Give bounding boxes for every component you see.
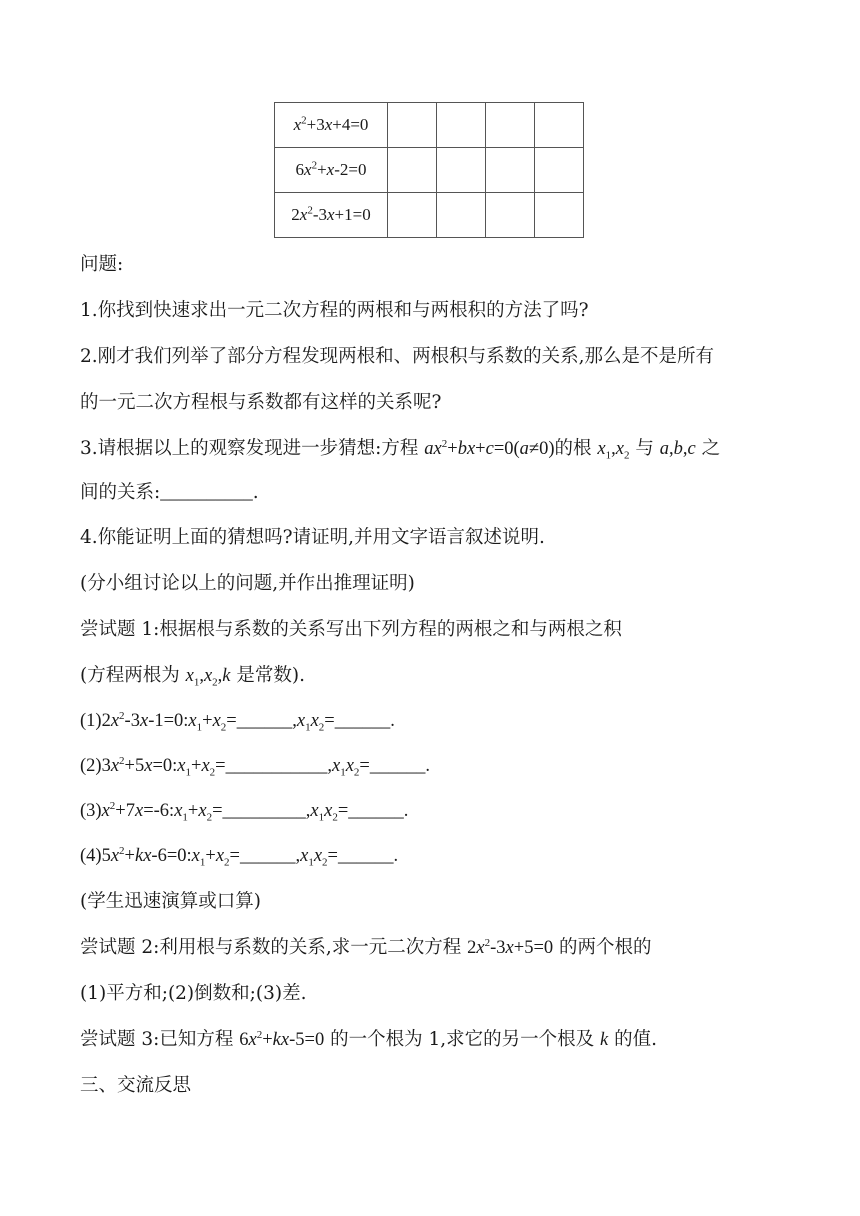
table-cell-blank (388, 148, 437, 193)
answer-blank: _________ (222, 801, 306, 821)
answer-blank: ______ (348, 801, 404, 821)
table-cell-equation: $6x^2+x-2=0$ (275, 148, 388, 193)
question-4: 4.你能证明上面的猜想吗?请证明,并用文字语言叙述说明. (80, 527, 545, 548)
try-problem-3-mid: 的一个根为 1,求它的另一个根及 (324, 1029, 601, 1050)
question-3-suffix: 之 (695, 438, 721, 459)
try-problem-1-title: 尝试题 1:根据根与系数的关系写出下列方程的两根之和与两根之积 (80, 619, 622, 640)
roots-symbols: $x_1,x_2$ (597, 439, 630, 462)
question-2-line-2: 的一元二次方程根与系数都有这样的关系呢? (80, 392, 442, 413)
group-discussion-note: (分小组讨论以上的问题,并作出推理证明) (80, 573, 415, 594)
table-row (275, 193, 584, 238)
question-3-relation-label: 间的关系: (80, 482, 161, 503)
period: . (252, 482, 259, 503)
answer-blank: ___________ (225, 756, 328, 776)
questions-heading: 问题: (80, 254, 124, 275)
sub-problem-3: $(3)x^2+7x=-6:x_1+x_2=\_\_\_\_\_\_\_\_\_,x_1x_2=\_\_\_\_\_\_$. (80, 799, 409, 824)
table-cell-blank (388, 103, 437, 148)
table-cell-blank (437, 103, 486, 148)
note-close: 是常数). (230, 665, 305, 686)
sub-problem-4: $(4)5x^2+kx-6=0:x_1+x_2=\_\_\_\_\_\_,x_1x_2=\_\_\_\_\_\_$. (80, 844, 399, 869)
question-3-line-2 (80, 480, 780, 506)
answer-blank: ______ (334, 711, 391, 731)
table-row (275, 103, 584, 148)
note-symbols: $x_1,x_2,k$ (185, 666, 231, 689)
try-problem-3 (80, 1027, 780, 1053)
table-cell-blank (437, 193, 486, 238)
answer-blank: ______ (369, 756, 426, 776)
table-cell-blank (388, 193, 437, 238)
student-calculation-note: (学生迅速演算或口算) (80, 891, 261, 912)
sub-problem-2: $(2)3x^2+5x=0:x_1+x_2=\_\_\_\_\_\_\_\_\_\_\_,x_1x_2=\_\_\_\_\_\_$. (80, 754, 430, 779)
question-3-mid: 的根 (554, 438, 598, 459)
answer-blank: __________ (160, 483, 253, 503)
try-problem-2-prefix: 尝试题 2:利用根与系数的关系,求一元二次方程 (80, 937, 468, 958)
table-cell-blank (486, 103, 535, 148)
equation-table (274, 102, 584, 238)
try-problem-2-parts: (1)平方和;(2)倒数和;(3)差. (80, 983, 307, 1004)
k-symbol: k (600, 1030, 609, 1050)
try-problem-1-note (80, 663, 780, 689)
sub-problem-1: $(1)2x^2-3x-1=0:x_1+x_2=\_\_\_\_\_\_,x_1x_2=\_\_\_\_\_\_$. (80, 709, 395, 734)
table-cell-equation: $x^2+3x+4=0$ (275, 103, 388, 148)
table-cell-blank (486, 148, 535, 193)
note-open: (方程两根为 (80, 665, 186, 686)
table-cell-blank (535, 103, 584, 148)
question-2-line-1: 2.刚才我们列举了部分方程发现两根和、两根积与系数的关系,那么是不是所有 (80, 346, 715, 367)
table-cell-blank (535, 193, 584, 238)
table-cell-equation: $2x^2-3x+1=0$ (275, 193, 388, 238)
table-cell-blank (437, 148, 486, 193)
answer-blank: ______ (239, 846, 296, 866)
table-row (275, 148, 584, 193)
question-1: 1.你找到快速求出一元二次方程的两根和与两根积的方法了吗? (80, 300, 589, 321)
try-problem-2 (80, 935, 780, 961)
answer-blank: ______ (337, 846, 394, 866)
question-3-line-1 (80, 436, 780, 462)
try-problem-2-equation: $2x^2-3x+5=0$ (467, 936, 554, 958)
try-problem-3-equation: $6x^2+kx-5=0$ (239, 1028, 325, 1050)
general-quadratic-equation: $ax^2+bx+c=0(a\ne 0)$ (424, 437, 555, 459)
question-3-with: 与 (629, 438, 660, 459)
section-3-heading: 三、交流反思 (80, 1075, 192, 1096)
coefficient-symbols: a,b,c (659, 439, 696, 459)
try-problem-3-suffix: 的值. (608, 1029, 657, 1050)
table-cell-blank (535, 148, 584, 193)
answer-blank: ______ (236, 711, 293, 731)
question-3-prefix: 3.请根据以上的观察发现进一步猜想:方程 (80, 438, 425, 459)
try-problem-2-suffix: 的两个根的 (553, 937, 652, 958)
try-problem-3-prefix: 尝试题 3:已知方程 (80, 1029, 240, 1050)
table-cell-blank (486, 193, 535, 238)
